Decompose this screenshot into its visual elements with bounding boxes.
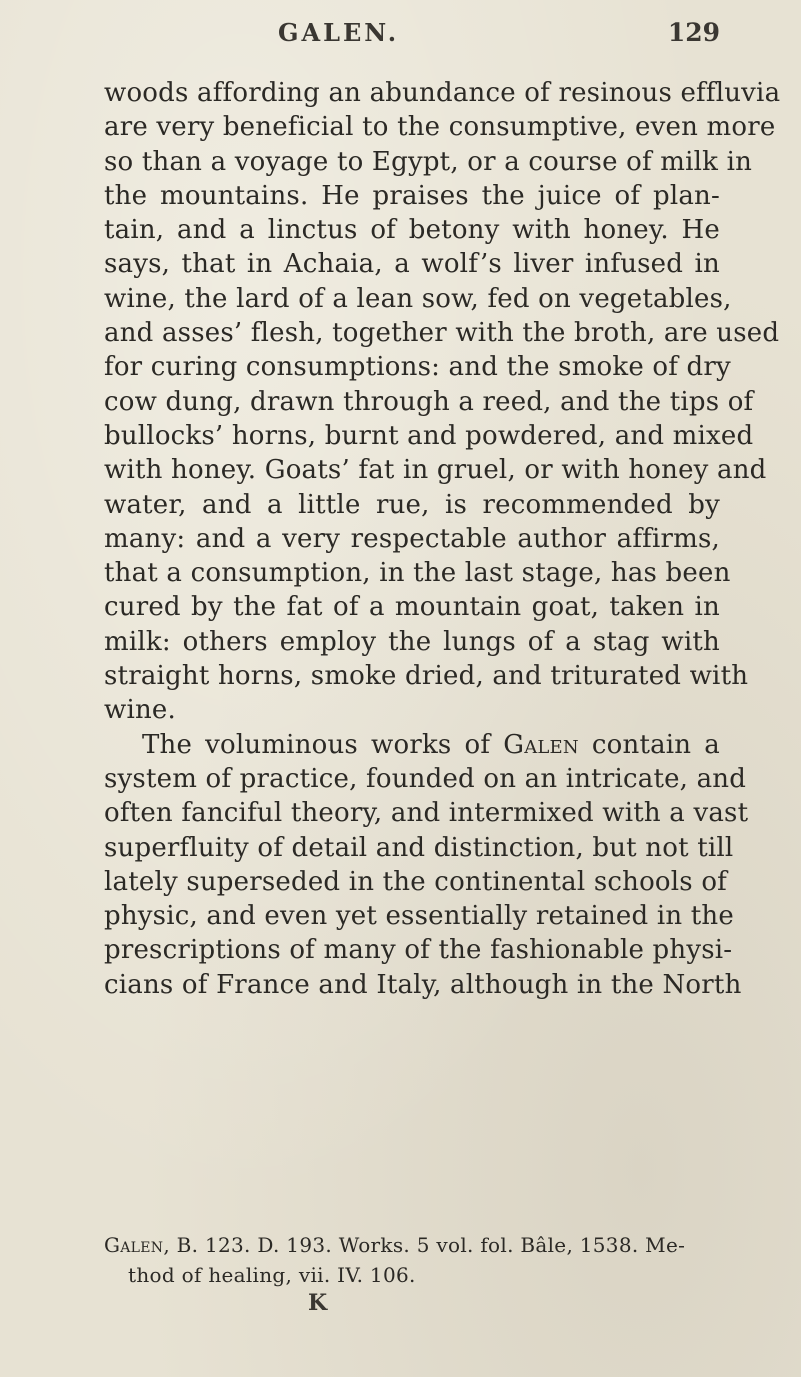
- text-line: bullocks’ horns, burnt and powdered, and mixed: [104, 420, 754, 451]
- text-line: the mountains. He praises the juice of plan-: [104, 180, 720, 211]
- text-line: are very beneficial to the consumptive, even more: [104, 112, 776, 143]
- running-head: [100, 18, 720, 58]
- author-name: Galen: [503, 729, 579, 760]
- page-number: 129: [667, 18, 720, 47]
- text-line: milk: others employ the lungs of a stag with: [104, 626, 720, 657]
- text-line: cians of France and Italy, although in the North: [104, 969, 742, 1000]
- text-line: lately superseded in the continental schools of: [104, 866, 727, 897]
- footnote-line-1: [104, 1230, 724, 1260]
- text-line: says, that in Achaia, a wolf’s liver infused in: [104, 249, 720, 280]
- text-line: [104, 728, 720, 762]
- text-line: physic, and even yet essentially retained in the: [104, 901, 734, 932]
- footnote-citation: , B. 123. D. 193. Works. 5 vol. fol. Bâle, 1538. Me-: [163, 1233, 686, 1257]
- footnote-author: Galen: [104, 1233, 164, 1257]
- text-line: and asses’ flesh, together with the broth, are used: [104, 318, 780, 349]
- text-line: so than a voyage to Egypt, or a course of milk in: [104, 146, 753, 177]
- text-run: contain a: [578, 729, 720, 760]
- text-line: for curing consumptions: and the smoke of dry: [104, 352, 731, 383]
- running-head-title: GALEN.: [278, 18, 400, 47]
- body-text: [104, 76, 781, 1002]
- text-line: straight horns, smoke dried, and triturated with: [104, 661, 749, 692]
- text-line: wine.: [104, 695, 176, 726]
- footnote: [104, 1230, 724, 1290]
- paragraph-2: [104, 728, 749, 1002]
- text-line: woods affording an abundance of resinous effluvia: [104, 78, 781, 108]
- paragraph-1: [104, 76, 781, 728]
- text-line: system of practice, founded on an intricate, and: [104, 763, 747, 794]
- text-line: with honey. Goats’ fat in gruel, or with honey and: [104, 455, 767, 486]
- text-line: that a consumption, in the last stage, has been: [104, 558, 731, 589]
- signature-mark: K: [308, 1290, 328, 1316]
- text-line: often fanciful theory, and intermixed with a vast: [104, 798, 749, 829]
- text-line: cow dung, drawn through a reed, and the tips of: [104, 386, 754, 417]
- text-line: tain, and a linctus of betony with honey. He: [104, 215, 720, 246]
- footnote-line-2: thod of healing, vii. IV. 106.: [128, 1263, 416, 1287]
- text-line: prescriptions of many of the fashionable physi-: [104, 935, 733, 966]
- text-run: The voluminous works of: [142, 729, 504, 760]
- text-line: cured by the fat of a mountain goat, taken in: [104, 592, 720, 623]
- text-line: wine, the lard of a lean sow, fed on vegetables,: [104, 283, 732, 314]
- text-line: water, and a little rue, is recommended by: [104, 489, 720, 520]
- text-line: many: and a very respectable author affirms,: [104, 523, 720, 554]
- text-line: superfluity of detail and distinction, but not till: [104, 832, 734, 863]
